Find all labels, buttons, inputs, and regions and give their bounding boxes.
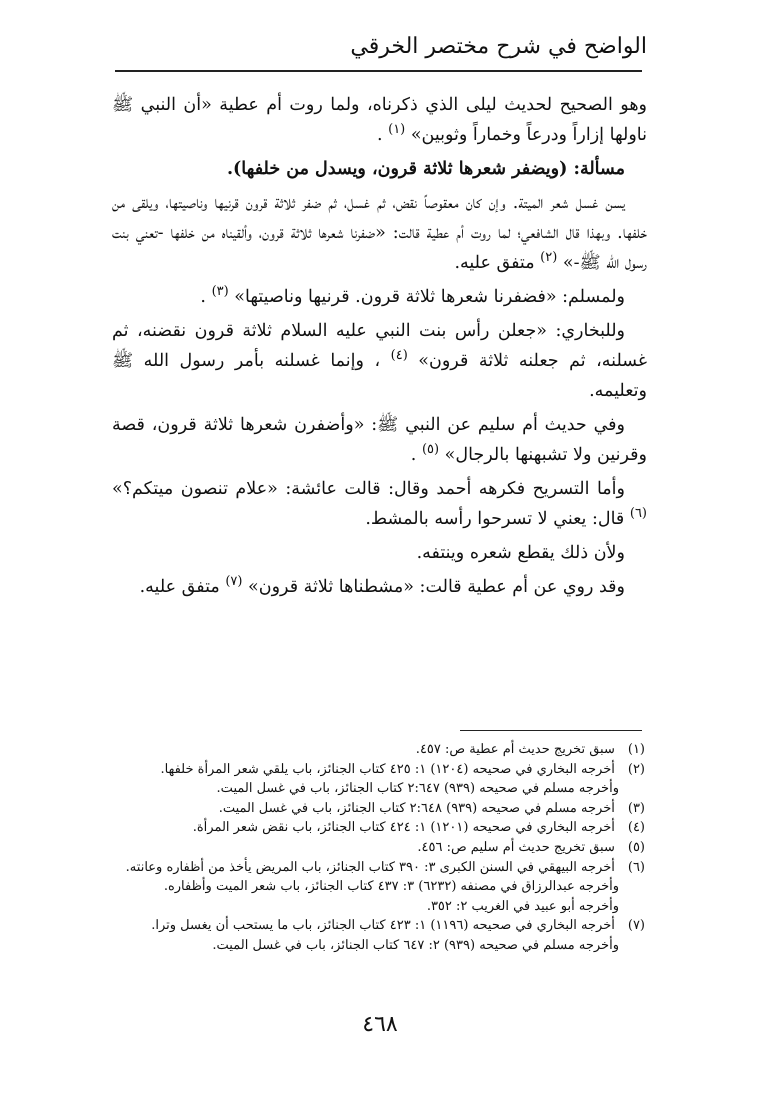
footnote-4: [105, 818, 645, 838]
footnote-mark-7: (٧): [225, 574, 243, 590]
footnote-6-continuation-1: وأخرجه عبدالرزاق في مصنفه (٦٢٣٢) ٣: ٤٣٧ كتاب الجنائز، باب شعر الميت وأظفاره.: [163, 879, 619, 895]
footnote-rule: [460, 730, 642, 731]
main-text: [112, 90, 647, 606]
footnote-2-text: أخرجه البخاري في صحيحه (١٢٠٤) ١: ٤٢٥ كتاب الجنائز، باب يلقي شعر المرأة خلفها.: [160, 761, 615, 777]
paragraph-5-end: ، وإنما غسلنه بأمر رسول الله ﷺ وتعليمه.: [112, 351, 647, 401]
footnote-mark-3: (٣): [211, 284, 229, 300]
footnote-7-continuation: وأخرجه مسلم في صحيحه (٩٣٩) ٢: ٦٤٧ كتاب الجنائز، باب في غسل الميت.: [212, 937, 619, 953]
paragraph-6-text: وفي حديث أم سليم عن النبي ﷺ: «وأضفرن شعرها ثلاثة قرون، قصة وقرنين ولا تشبهنها بالرجال»: [112, 415, 647, 465]
paragraph-3: [112, 188, 647, 278]
paragraph-1: [112, 90, 647, 150]
footnote-7-text: أخرجه البخاري في صحيحه (١١٩٦) ١: ٤٢٣ كتاب الجنائز، باب ما يستحب أن يغسل وترا.: [151, 918, 615, 934]
footnotes: [105, 740, 645, 956]
running-header: الواضح في شرح مختصر الخرقي: [350, 34, 647, 59]
paragraph-1-end: .: [376, 125, 383, 145]
paragraph-7-text: وأما التسريح فكرهه أحمد وقال: قالت عائشة: «علام تنصون ميتكم؟»: [112, 479, 625, 499]
paragraph-1-text: وهو الصحيح لحديث ليلى الذي ذكرناه، ولما روت أم عطية «أن النبي ﷺ ناولها إزاراً ودرعاً وخماراً وثوبين»: [112, 95, 647, 145]
footnote-7: [105, 916, 645, 936]
footnote-4-number: (٤): [627, 820, 645, 836]
footnote-5-text: سبق تخريج حديث أم سليم ص: ٤٥٦.: [417, 839, 615, 855]
footnote-4-text: أخرجه البخاري في صحيحه (١٢٠١) ١: ٤٢٤ كتاب الجنائز، باب نقض شعر المرأة.: [192, 820, 615, 836]
footnote-mark-4: (٤): [390, 348, 408, 364]
footnote-2-number: (٢): [627, 761, 645, 777]
header-rule: [115, 70, 642, 72]
paragraph-7: [112, 474, 647, 534]
footnote-1-number: (١): [627, 742, 645, 757]
paragraph-9-end: متفق عليه.: [139, 577, 220, 597]
paragraph-3-text: يسن غسل شعر الميتة. وإن كان معقوصاً نقض، ثم غسل، ثم ضفر ثلاثة قرون قرنيها وناصيتها، ويلقى من خلفها. وبهذا قال الشافعي؛ لما روت أم عطية قالت: «ضفرنا شعرها ثلاثة قرون، وألقيناه من خلفها -تعني بنت رسول الله ﷺ-»: [112, 193, 647, 273]
footnote-6: [105, 858, 645, 878]
footnote-mark-5: (٥): [421, 442, 440, 458]
paragraph-5-text: وللبخاري: «جعلن رأس بنت النبي عليه السلام ثلاثة قرون نقضنه، ثم غسلنه، ثم جعلنه ثلاثة قرون»: [112, 321, 647, 371]
footnote-1: [105, 740, 645, 760]
footnote-3: [105, 799, 645, 819]
paragraph-8: ولأن ذلك يقطع شعره وينتفه.: [416, 543, 625, 563]
paragraph-7-end: قال: يعني لا تسرحوا رأسه بالمشط.: [365, 509, 625, 529]
footnote-6-continuation-2: وأخرجه أبو عبيد في الغريب ٢: ٣٥٢.: [426, 898, 619, 914]
paragraph-4: [112, 282, 647, 312]
footnote-6-number: (٦): [627, 859, 645, 875]
footnote-2: [105, 760, 645, 780]
footnote-3-text: أخرجه مسلم في صحيحه (٩٣٩) ٢:٦٤٨ كتاب الجنائز، باب في غسل الميت.: [218, 800, 615, 816]
footnote-5: [105, 838, 645, 858]
footnote-mark-2: (٢): [540, 250, 558, 266]
paragraph-3-end: متفق عليه.: [454, 253, 535, 273]
paragraph-5: [112, 316, 647, 406]
paragraph-4-text: ولمسلم: «فضفرنا شعرها ثلاثة قرون. قرنيها وناصيتها»: [234, 287, 625, 307]
paragraph-6-end: .: [410, 445, 417, 465]
paragraph-4-end: .: [200, 287, 206, 307]
footnote-2-continuation: وأخرجه مسلم في صحيحه (٩٣٩) ٢:٦٤٧ كتاب الجنائز، باب في غسل الميت.: [216, 781, 619, 797]
footnote-1-text: سبق تخريج حديث أم عطية ص: ٤٥٧.: [415, 742, 615, 757]
footnote-7-number: (٧): [627, 918, 645, 934]
paragraph-9: [112, 572, 647, 602]
issue-heading: مسألة: (ويضفر شعرها ثلاثة قرون، ويسدل من خلفها).: [226, 159, 625, 179]
page-number: ٤٦٨: [362, 1012, 398, 1037]
paragraph-9-text: وقد روي عن أم عطية قالت: «مشطناها ثلاثة قرون»: [248, 577, 625, 597]
footnote-6-text: أخرجه البيهقي في السنن الكبرى ٣: ٣٩٠ كتاب الجنائز، باب المريض يأخذ من أظفاره وعانته.: [125, 859, 615, 875]
footnote-mark-6: (٦): [629, 506, 647, 522]
footnote-3-number: (٣): [627, 800, 645, 816]
footnote-5-number: (٥): [627, 839, 645, 855]
paragraph-6: [112, 410, 647, 470]
footnote-mark-1: (١): [388, 122, 406, 138]
